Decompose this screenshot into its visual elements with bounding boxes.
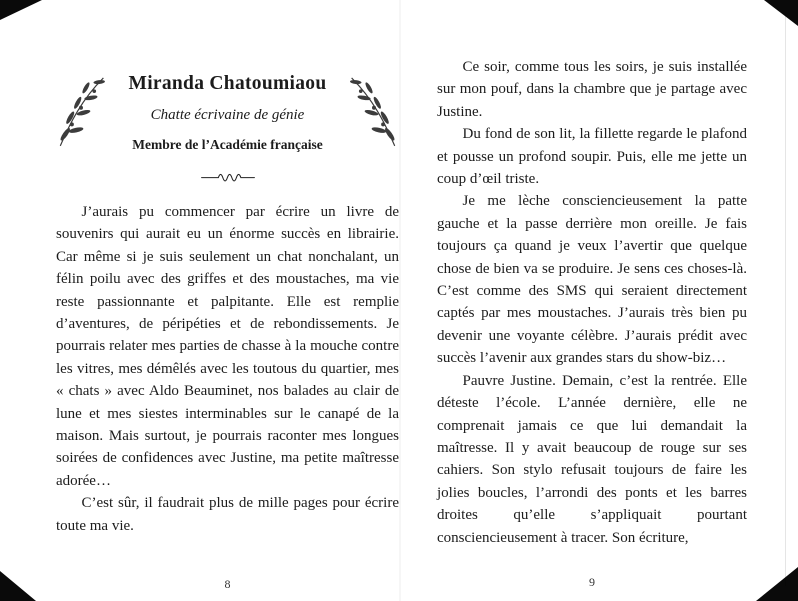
corner-shadow-top-left	[0, 0, 42, 20]
right-page-body	[437, 56, 747, 549]
corner-shadow-bottom-left	[0, 571, 36, 601]
squiggle-ornament-icon	[56, 169, 399, 187]
right-page	[437, 56, 747, 590]
body-paragraph: J’aurais pu commencer par écrire un livre de souvenirs qui aurait eu un énorme succès en librairie. Car même si je suis seulement un chat nonchalant, un félin poilu avec des griffes et des moustaches, ma vie reste passionnante et palpitante. Elle est remplie d’aventures, de péripéties et de rebondissements. Je pourrais relater mes parties de chasse à la mouche contre les vitres, mes démêlés avec les toutous du quartier, mes « chats » avec Aldo Beauminet, nos balades au clair de lune et mes siestes interminables sur le canapé de la maison. Mais surtout, je pourrais raconter mes longues soirées de confidences avec Justine, ma petite maîtresse adorée…	[56, 204, 399, 489]
page-edge-line	[785, 14, 786, 586]
laurel-branch-left-icon	[52, 66, 110, 152]
chapter-header	[56, 58, 399, 154]
chapter-affiliation: Membre de l’Académie française	[132, 137, 323, 152]
body-paragraph: Je me lèche consciencieusement la patte gauche et la passe derrière mon oreille. Je fais toujours ça quand je veux l’avertir que quelque chose de bien va se produire. Je sens ces choses-là. C’est comme des SMS qui seraient directement captés par mes moustaches. J’aurais très bien pu devenir une voyante célèbre. J’aurais prédit avec succès l’avenir aux grandes stars du show-biz…	[437, 193, 747, 367]
left-page	[56, 58, 399, 590]
body-paragraph: Pauvre Justine. Demain, c’est la rentrée. Elle déteste l’école. L’année dernière, elle ne comprenait jamais ce que lui demandait la maîtresse. Il y avait beaucoup de rouge sur ses cahiers. Son stylo refusait toujours de faire les jolies boucles, l’arrondi des ponts et les barres droites qu’elle s’appliquait pourtant consciencieusement à tracer. Son écriture,	[437, 372, 747, 546]
body-paragraph: Du fond de son lit, la fillette regarde le plafond et pousse un profond soupir. Puis, elle me jette un coup d’œil triste.	[437, 126, 747, 188]
body-paragraph: Ce soir, comme tous les soirs, je suis installée sur mon pouf, dans la chambre que je partage avec Justine.	[437, 59, 747, 120]
corner-shadow-bottom-right	[756, 567, 798, 601]
corner-shadow-top-right	[764, 0, 798, 26]
page-number-right: 9	[589, 575, 595, 589]
chapter-subtitle: Chatte écrivaine de génie	[150, 107, 305, 123]
left-page-body	[56, 201, 399, 537]
page-number-left: 8	[224, 577, 231, 591]
laurel-branch-right-icon	[345, 66, 403, 152]
body-paragraph: C’est sûr, il faudrait plus de mille pages pour écrire toute ma vie.	[56, 495, 399, 534]
chapter-title: Miranda Chatoumiaou	[128, 73, 327, 94]
